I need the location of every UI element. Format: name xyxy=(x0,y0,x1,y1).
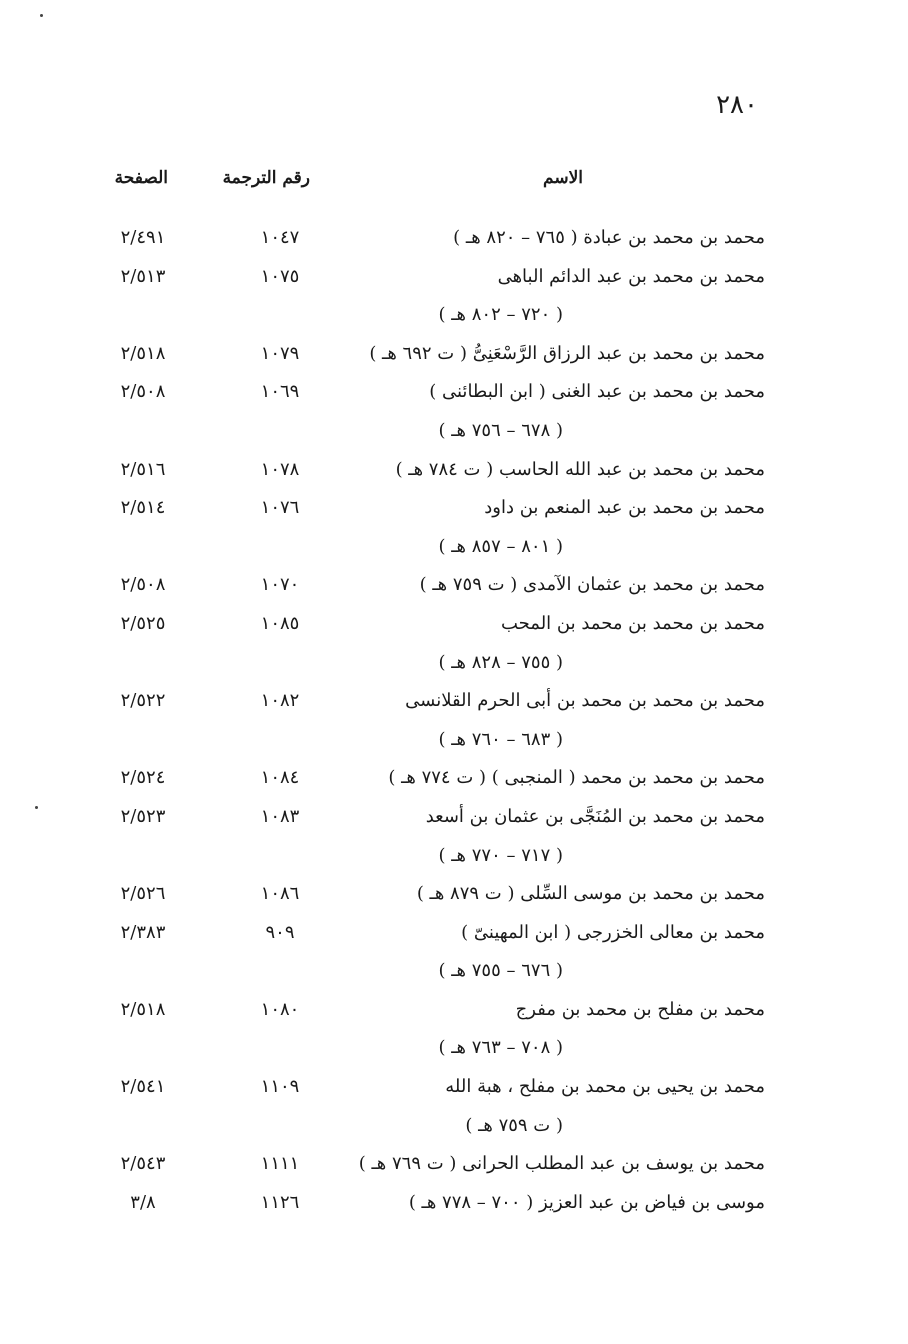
list-item-continuation xyxy=(0,1111,908,1150)
page-number: ٢٨٠ xyxy=(716,90,758,120)
list-item xyxy=(0,609,908,648)
list-item-continuation xyxy=(0,725,908,764)
list-item-continuation xyxy=(0,956,908,995)
list-item-continuation xyxy=(0,841,908,880)
entry-page: ٣/٨ xyxy=(130,1191,156,1213)
header-page: الصفحة xyxy=(114,168,168,188)
list-item xyxy=(0,339,908,378)
entry-translation-number: ١١٢٦ xyxy=(260,1191,300,1213)
entry-name: محمد بن محمد بن عبد الغنى ( ابن البطائنى ) xyxy=(429,381,765,403)
list-item xyxy=(0,686,908,725)
entry-name: محمد بن يوسف بن عبد المطلب الحرانى ( ت ٧٦٩ هـ ) xyxy=(358,1153,765,1175)
list-item xyxy=(0,223,908,262)
list-item xyxy=(0,995,908,1034)
list-item xyxy=(0,377,908,416)
entry-page: ٢/٥٢٤ xyxy=(120,767,166,789)
entry-page: ٢/٤٩١ xyxy=(120,227,166,248)
entry-name: محمد بن محمد بن عبادة ( ٧٦٥ – ٨٢٠ هـ ) xyxy=(453,227,765,248)
list-item-continuation xyxy=(0,416,908,455)
header-name: الاسم xyxy=(543,168,583,188)
entry-page: ٢/٥٤٣ xyxy=(120,1153,166,1175)
list-item-continuation xyxy=(0,648,908,687)
entry-translation-number: ١٠٨٣ xyxy=(260,805,300,827)
entry-page: ٢/٥١٨ xyxy=(120,998,166,1020)
page-speck xyxy=(35,806,38,809)
index-list xyxy=(0,223,908,1226)
entry-page: ٢/٥٢٣ xyxy=(120,805,166,827)
entry-translation-number: ١٠٦٩ xyxy=(260,381,300,403)
table-header xyxy=(0,168,908,198)
entry-name: محمد بن محمد بن محمد ( المنجبى ) ( ت ٧٧٤ هـ ) xyxy=(388,767,765,789)
list-item xyxy=(0,763,908,802)
entry-page: ٢/٣٨٣ xyxy=(120,921,166,943)
list-item-continuation xyxy=(0,1033,908,1072)
entry-name: موسى بن فياض بن عبد العزيز ( ٧٠٠ – ٧٧٨ هـ ) xyxy=(408,1191,765,1213)
entry-name: محمد بن محمد بن عبد الرزاق الرَّسْعَنِىُّ ( ت ٦٩٢ هـ ) xyxy=(369,342,765,364)
list-item xyxy=(0,802,908,841)
entry-name: ( ت ٧٥٩ هـ ) xyxy=(465,1114,563,1136)
header-translation-number: رقم الترجمة xyxy=(222,168,310,188)
list-item-continuation xyxy=(0,532,908,571)
entry-name: ( ٦٧٦ – ٧٥٥ هـ ) xyxy=(438,960,563,982)
entry-name: ( ٧٠٨ – ٧٦٣ هـ ) xyxy=(438,1037,563,1059)
list-item xyxy=(0,1188,908,1227)
entry-name: ( ٦٧٨ – ٧٥٦ هـ ) xyxy=(438,419,563,441)
list-item xyxy=(0,262,908,301)
entry-page: ٢/٥٠٨ xyxy=(120,574,166,596)
entry-page: ٢/٥١٦ xyxy=(120,458,166,480)
entry-name: محمد بن محمد بن عبد المنعم بن داود xyxy=(484,497,765,519)
entry-page: ٢/٥٢٢ xyxy=(120,690,166,712)
entry-name: محمد بن محمد بن المُنَجَّى بن عثمان بن أسعد xyxy=(425,805,765,827)
entry-page: ٢/٥٤١ xyxy=(120,1076,166,1098)
entry-name: محمد بن محمد بن عثمان الآمدى ( ت ٧٥٩ هـ ) xyxy=(419,574,765,596)
entry-translation-number: ١٠٧٥ xyxy=(260,265,300,287)
entry-name: ( ٧٢٠ – ٨٠٢ هـ ) xyxy=(438,304,563,326)
entry-page: ٢/٥٢٦ xyxy=(120,883,166,905)
entry-translation-number: ١٠٨٢ xyxy=(260,690,300,712)
entry-translation-number: ١٠٨٦ xyxy=(260,883,300,905)
entry-name: ( ٨٠١ – ٨٥٧ هـ ) xyxy=(438,535,563,557)
entry-name: محمد بن مفلح بن محمد بن مفرج xyxy=(515,998,765,1020)
entry-translation-number: ٩٠٩ xyxy=(265,921,295,943)
entry-name: محمد بن يحيى بن محمد بن مفلح ، هبة الله xyxy=(445,1076,765,1098)
list-item xyxy=(0,493,908,532)
entry-name: ( ٧٥٥ – ٨٢٨ هـ ) xyxy=(438,651,563,673)
entry-name: محمد بن محمد بن عبد الله الحاسب ( ت ٧٨٤ هـ ) xyxy=(395,458,765,480)
entry-translation-number: ١٠٧٩ xyxy=(260,342,300,364)
entry-name: ( ٧١٧ – ٧٧٠ هـ ) xyxy=(438,844,563,866)
entry-name: محمد بن محمد بن موسى السِّلى ( ت ٨٧٩ هـ ) xyxy=(416,883,765,905)
entry-translation-number: ١٠٨٥ xyxy=(260,612,300,634)
entry-name: محمد بن محمد بن عبد الدائم الباهى xyxy=(497,265,765,287)
list-item xyxy=(0,1149,908,1188)
entry-page: ٢/٥٢٥ xyxy=(120,612,166,634)
entry-name: محمد بن محمد بن محمد بن المحب xyxy=(501,612,765,634)
list-item xyxy=(0,1072,908,1111)
entry-translation-number: ١٠٨٤ xyxy=(260,767,300,789)
entry-translation-number: ١٠٨٠ xyxy=(260,998,300,1020)
entry-page: ٢/٥١٣ xyxy=(120,265,166,287)
page-speck xyxy=(40,14,43,17)
list-item xyxy=(0,918,908,957)
list-item-continuation xyxy=(0,300,908,339)
entry-page: ٢/٥١٨ xyxy=(120,342,166,364)
entry-name: محمد بن محمد بن محمد بن أبى الحرم القلانسى xyxy=(405,690,765,712)
list-item xyxy=(0,455,908,494)
entry-translation-number: ١٠٤٧ xyxy=(260,227,300,248)
entry-page: ٢/٥١٤ xyxy=(120,497,166,519)
entry-page: ٢/٥٠٨ xyxy=(120,381,166,403)
entry-translation-number: ١٠٧٨ xyxy=(260,458,300,480)
entry-name: ( ٦٨٣ – ٧٦٠ هـ ) xyxy=(438,728,563,750)
entry-translation-number: ١١٠٩ xyxy=(260,1076,300,1098)
entry-translation-number: ١١١١ xyxy=(260,1153,300,1175)
list-item xyxy=(0,570,908,609)
list-item xyxy=(0,879,908,918)
entry-translation-number: ١٠٧٦ xyxy=(260,497,300,519)
entry-name: محمد بن معالى الخزرجى ( ابن المهينىّ ) xyxy=(461,921,765,943)
entry-translation-number: ١٠٧٠ xyxy=(260,574,300,596)
